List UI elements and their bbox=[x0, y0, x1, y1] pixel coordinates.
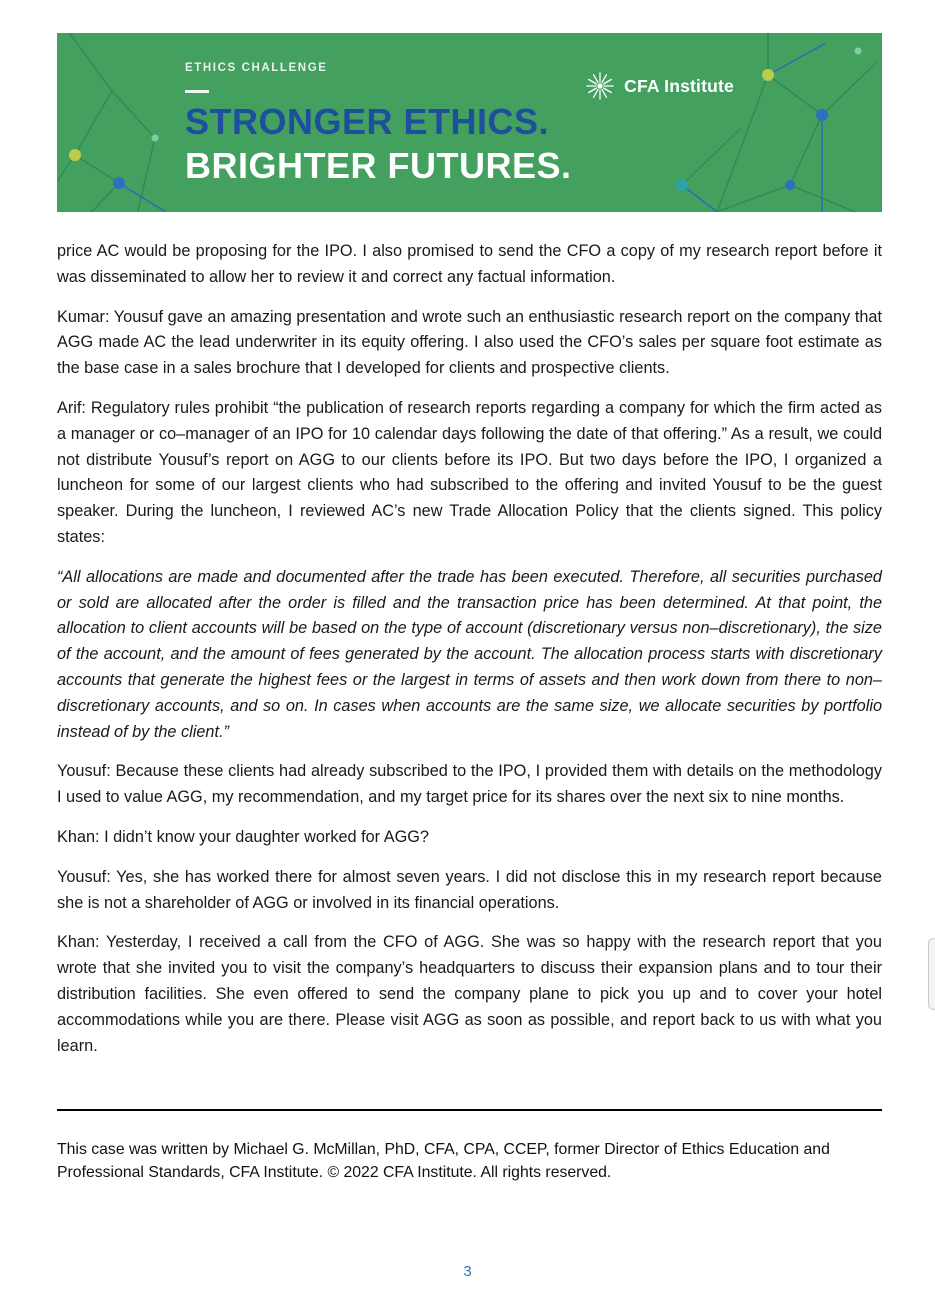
page-number: 3 bbox=[463, 1263, 472, 1280]
body-paragraph: Arif: Regulatory rules prohibit “the publication of research reports regarding a company for which the firm acted as a manager or co–manager of an IPO for 10 calendar days following the date of that offering.” As a result, we could not distribute Yousuf’s report on AGG to our clients before its IPO. But two days before the IPO, I organized a luncheon for some of our largest clients who had subscribed to the offering and invited Yousuf to be the guest speaker. During the luncheon, I reviewed AC’s new Trade Allocation Policy that the clients signed. This policy states: bbox=[57, 398, 882, 546]
eyebrow-rule-divider bbox=[185, 90, 209, 93]
cfa-institute-logo-icon bbox=[585, 71, 615, 101]
cfa-institute-logo-text: CFA Institute bbox=[624, 75, 734, 96]
banner-text-block bbox=[185, 61, 572, 188]
network-graphic-right bbox=[622, 33, 882, 212]
cfa-institute-logo bbox=[585, 71, 734, 101]
body-paragraph: Kumar: Yousuf gave an amazing presentation and wrote such an enthusiastic research report on the company that AGG made AC the lead underwriter in its equity offering. I also used the CFO’s sales per square foot estimate as the base case in a sales brochure that I developed for clients and prospective clients. bbox=[57, 307, 882, 378]
scrollbar-thumb[interactable] bbox=[928, 938, 935, 1010]
body-paragraph: Yousuf: Because these clients had already subscribed to the IPO, I provided them with details on the methodology I used to value AGG, my recommendation, and my target price for its shares over the next six to nine months. bbox=[57, 762, 882, 807]
document-body bbox=[57, 239, 882, 1198]
banner-title-line2: BRIGHTER FUTURES. bbox=[185, 145, 572, 186]
footnote: This case was written by Michael G. McMillan, PhD, CFA, CPA, CCEP, former Director of Ethics Education and Professional Standards, CFA Institute. © 2022 CFA Institute. All rights reserved. bbox=[57, 1141, 830, 1182]
policy-quote-paragraph: “All allocations are made and documented after the trade has been executed. Therefore, all securities purchased or sold are allocated after the order is filled and the transaction price has been determined. At that point, the allocation to client accounts will be based on the type of account (discretionary versus non–discretionary), the size of the account, and the amount of fees generated by the account. The allocation process starts with discretionary accounts that generate the highest fees or the largest in terms of assets and then work down from there to non–discretionary accounts, and so on. In cases when accounts are the same size, we allocate securities by portfolio instead of by the client.” bbox=[57, 567, 882, 741]
body-paragraph: Yousuf: Yes, she has worked there for almost seven years. I did not disclose this in my research report because she is not a shareholder of AGG or involved in its financial operations. bbox=[57, 867, 882, 912]
footer-divider bbox=[57, 1109, 882, 1111]
body-paragraph: Khan: I didn’t know your daughter worked for AGG? bbox=[57, 827, 429, 846]
body-paragraph: price AC would be proposing for the IPO. I also promised to send the CFO a copy of my research report before it was disseminated to allow her to review it and correct any factual information. bbox=[57, 242, 882, 286]
banner bbox=[57, 33, 882, 212]
body-paragraph: Khan: Yesterday, I received a call from the CFO of AGG. She was so happy with the research report that you wrote that she invited you to visit the company’s headquarters to discuss their expansion plans and to tour their distribution facilities. She even offered to send the company plane to pick you up and to cover your hotel accommodations while you are there. Please visit AGG as soon as possible, and report back to us with what you learn. bbox=[57, 933, 882, 1055]
banner-title-line1: STRONGER ETHICS. bbox=[185, 101, 550, 142]
banner-eyebrow: ETHICS CHALLENGE bbox=[185, 62, 328, 74]
